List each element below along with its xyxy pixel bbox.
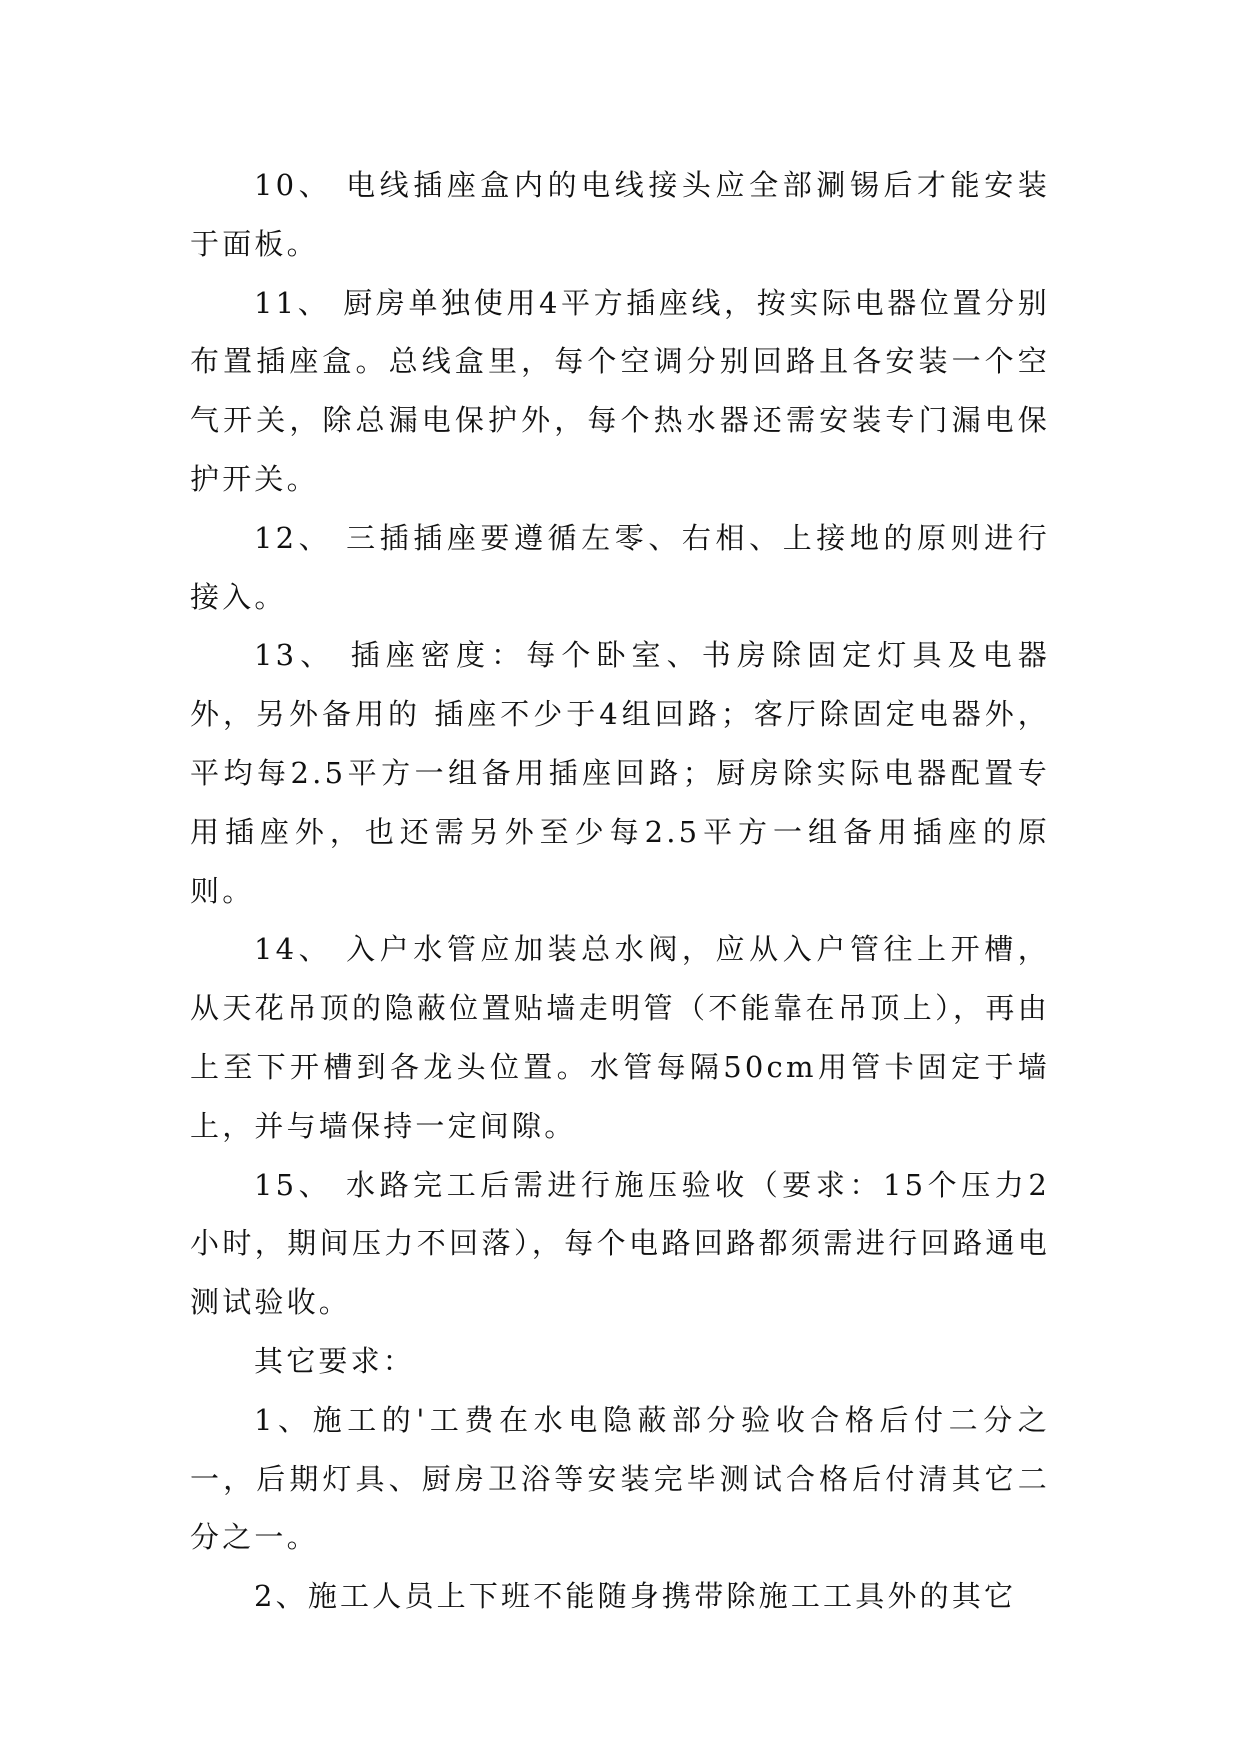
requirement-item-2: 2、施工人员上下班不能随身携带除施工工具外的其它: [254, 1579, 1017, 1614]
paragraph-item-10: 10、 电线插座盒内的电线接头应全部涮锡后才能安装于面板。: [190, 168, 1050, 261]
requirement-item-1: 1、施工的'工费在水电隐蔽部分验收合格后付二分之一，后期灯具、厨房卫浴等安装完毕测试合格后付清其它二分之一。: [190, 1402, 1050, 1555]
section-heading-other-requirements: 其它要求：: [254, 1343, 416, 1378]
document-body: [190, 156, 1050, 1626]
paragraph-item-13: 13、 插座密度：每个卧室、书房除固定灯具及电器外，另外备用的 插座不少于4组回路；客厅除固定电器外，平均每2.5平方一组备用插座回路；厨房除实际电器配置专用插座外，也还需另外至少每2.5平方一组备用插座的原则。: [190, 638, 1050, 908]
paragraph-item-14: 14、 入户水管应加装总水阀，应从入户管往上开槽，从天花吊顶的隐蔽位置贴墙走明管（不能靠在吊顶上），再由上至下开槽到各龙头位置。水管每隔50cm用管卡固定于墙上，并与墙保持一定间隙。: [190, 932, 1050, 1143]
paragraph-item-11: 11、 厨房单独使用4平方插座线，按实际电器位置分别布置插座盒。总线盒里，每个空调分别回路且各安装一个空气开关，除总漏电保护外，每个热水器还需安装专门漏电保护开关。: [190, 285, 1050, 496]
paragraph-item-12: 12、 三插插座要遵循左零、右相、上接地的原则进行接入。: [190, 520, 1050, 614]
paragraph-item-15: 15、 水路完工后需进行施压验收（要求：15个压力2小时，期间压力不回落），每个电路回路都须需进行回路通电测试验收。: [190, 1167, 1050, 1320]
